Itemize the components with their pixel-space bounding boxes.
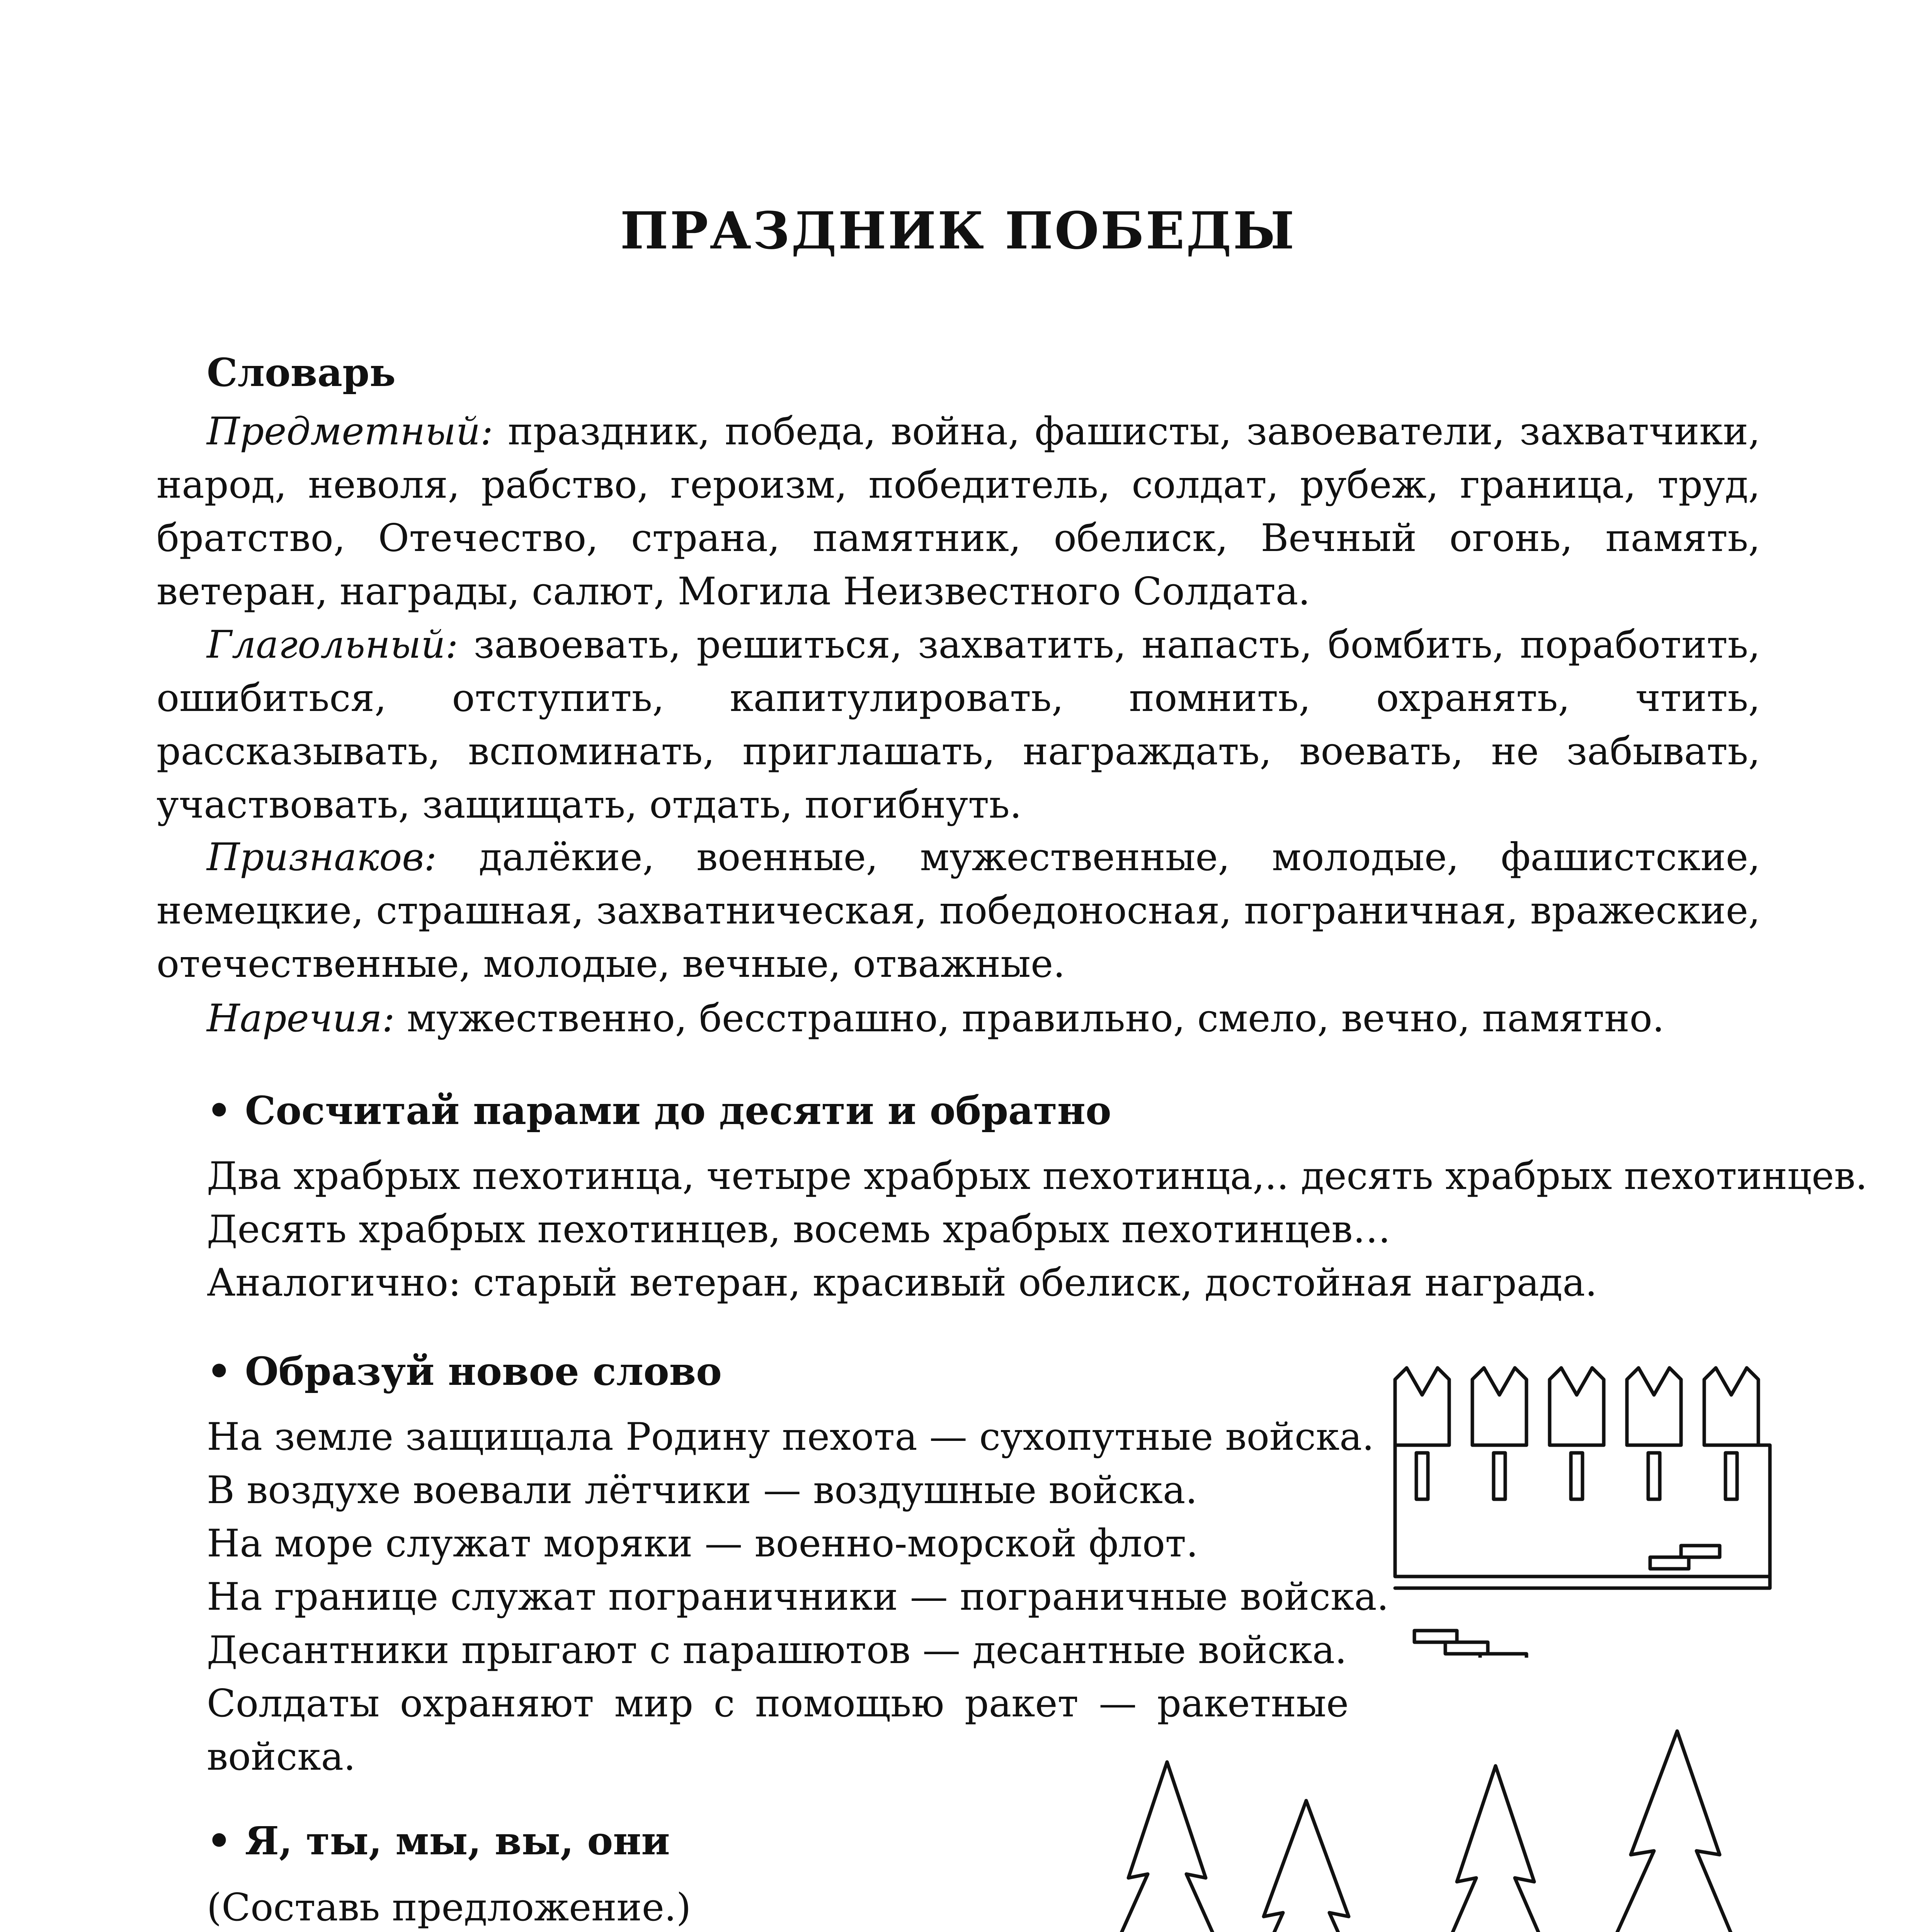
exercise-title-text: Я, ты, мы, вы, они	[245, 1818, 670, 1864]
exercise-title-text: Образуй новое слово	[245, 1349, 722, 1394]
exercise-line: Десантники прыгают с парашютов — десантные войска.	[207, 1628, 1347, 1672]
dictionary-text: мужественно, бесстрашно, правильно, смело, вечно, памятно.	[395, 997, 1664, 1041]
kremlin-wall-icon	[1383, 1360, 1778, 1658]
dictionary-heading: Словарь	[207, 350, 396, 395]
dictionary-label: Глагольный:	[207, 623, 458, 667]
dictionary-label: Предметный:	[207, 410, 493, 454]
dictionary-text: праздник, победа, война, фашисты, завоеватели, захватчики, народ, неволя, рабство, героизм, победитель, солдат, рубеж, граница, труд, братство, Отечество, страна, памятник, обелиск, Вечный огонь, память, ветеран, награды, салют, Могила Неизвестного Солдата.	[157, 410, 1760, 614]
dictionary-label: Признаков:	[207, 835, 437, 879]
exercise-line: На границе служат пограничники — пограничные войска.	[207, 1575, 1389, 1619]
dictionary-text: далёкие, военные, мужественные, молодые, фашистские, немецкие, страшная, захватническая, победоносная, пограничная, вражеские, отечественные, молодые, вечные, отважные.	[157, 835, 1760, 986]
exercise-line: На море служат моряки — военно-морской флот.	[207, 1522, 1198, 1566]
exercise-line: В воздухе воевали лётчики — воздушные войска.	[207, 1468, 1198, 1512]
exercise-line: Аналогично: старый ветеран, красивый обелиск, достойная награда.	[207, 1261, 1597, 1305]
page-title: ПРАЗДНИК ПОБЕДЫ	[620, 201, 1296, 261]
exercise-line: Два храбрых пехотинца, четыре храбрых пехотинца,.. десять храбрых пехотинцев.	[207, 1154, 1868, 1198]
exercise-line: Солдаты охраняют мир с помощью ракет — ракетные войска.	[207, 1682, 1349, 1779]
exercise-note: (Составь предложение.)	[207, 1886, 691, 1930]
dictionary-text: завоевать, решиться, захватить, напасть, бомбить, поработить, ошибиться, отступить, капитулировать, помнить, охранять, чтить, рассказывать, вспоминать, приглашать, награждать, воевать, не забывать, участвовать, защищать, отдать, погибнуть.	[157, 623, 1760, 827]
dictionary-label: Наречия:	[207, 997, 395, 1041]
dictionary-verbs	[157, 618, 1760, 832]
exercise-line: На земле защищала Родину пехота — сухопутные войска.	[207, 1415, 1374, 1459]
eternal-flame-memorial-icon	[1012, 1716, 1785, 1932]
exercise-line: Десять храбрых пехотинцев, восемь храбрых пехотинцев…	[207, 1208, 1391, 1252]
dictionary-subject	[157, 405, 1760, 618]
dictionary-adverbs	[157, 992, 1760, 1045]
exercise-count-title: • Сосчитай парами до десяти и обратно	[207, 1088, 1111, 1133]
exercise-pronouns-title: • Я, ты, мы, вы, они	[207, 1818, 670, 1864]
dictionary-attributes	[157, 831, 1760, 991]
exercise-new-word-title: • Образуй новое слово	[207, 1349, 722, 1394]
exercise-title-text: Сосчитай парами до десяти и обратно	[245, 1088, 1111, 1133]
